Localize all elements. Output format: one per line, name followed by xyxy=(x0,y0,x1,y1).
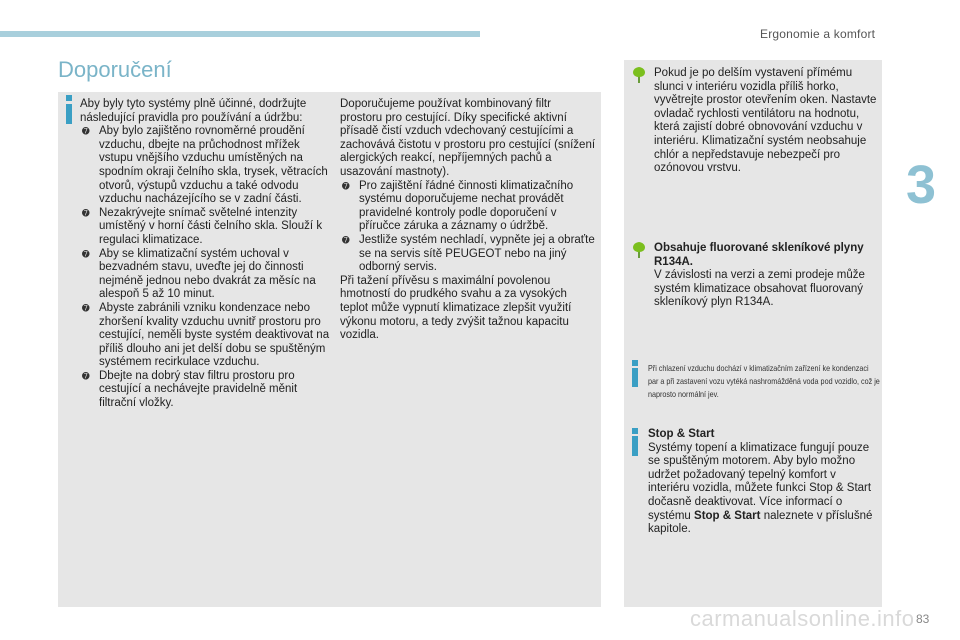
list-item: ➐ Jestliže systém nechladí, vypněte jej a obraťte se na servis sítě PEUGEOT nebo na jiný odborný servis. xyxy=(342,233,595,274)
section-title: Ergonomie a komfort xyxy=(760,27,876,41)
page-title: Doporučení xyxy=(58,57,172,82)
info-icon xyxy=(66,104,72,124)
bullet-arrow-icon: ➐ xyxy=(82,302,90,313)
info-icon xyxy=(632,436,638,456)
list-item: ➐ Pro zajištění řádné činnosti klimatizačního systému doporučujeme nechat provádět pravidelné kontroly podle doporučení v příručce záruka a záznamy o údržbě. xyxy=(342,179,574,233)
col2-intro: Doporučujeme používat kombinovaný filtr prostoru pro cestující. Díky specifické aktivní přísadě čistí vzduch vdechovaný cestujícími a zachovává čistotu v prostoru pro cestující (snížení alergických reakcí, nepříjemných pachů a usazování mastnoty). xyxy=(340,98,596,178)
fluorinated-gas-note xyxy=(654,242,882,310)
page-number: 83 xyxy=(916,612,930,626)
info-icon xyxy=(632,368,638,387)
sun-heat-advice: Pokud je po delším vystavení přímému slunci v interiéru vozidla příliš horko, vyvětrejte prostor otevřením oken. Nastavte ovladač rychlosti ventilátoru na hodnotu, která zajistí dobré obnovování vzduchu v interiéru. Klimatizační systém neobsahuje chlór a nepředstavuje nebezpečí pro ozónovou vrstvu. xyxy=(654,67,877,175)
bullet-arrow-icon: ➐ xyxy=(82,126,90,137)
stop-start-title: Stop & Start xyxy=(648,428,715,440)
condensation-note: Při chlazení vzduchu dochází v klimatizačním zařízení ke kondenzaci par a při zastavení vozu vytéká nashromážděná voda pod vozidlo, což je naprosto normální jev. xyxy=(648,363,880,400)
list-item: ➐ Nezakrývejte snímač světelné intenzity umístěný v horní části čelního skla. Slouží k regulaci klimatizace. xyxy=(82,206,323,246)
chapter-number: 3 xyxy=(906,155,937,215)
list-item: ➐ Aby bylo zajištěno rovnoměrné proudění vzduchu, dbejte na průchodnost mřížek vstupu vnějšího vzduchu umístěných na spodním okraji čelního skla, trysek, větracích otvorů, výstupů vzduchu a také odvodu vzduchu nacházejícího se v zadní části. xyxy=(82,125,328,206)
col1-intro: Aby byly tyto systémy plně účinné, dodržujte následující pravidla pro používání a údržbu: xyxy=(80,98,307,124)
col2-outro: Při tažení přívěsu s maximální povolenou hmotností do prudkého svahu a za vysokých teplot může vypnutí klimatizace zlepšit využití výkonu motoru, a tedy zvýšit tažnou kapacitu vozidla. xyxy=(340,274,572,342)
bullet-arrow-icon: ➐ xyxy=(342,234,350,245)
bullet-arrow-icon: ➐ xyxy=(82,370,90,381)
fluorinated-gas-title: Obsahuje fluorované skleníkové plyny R134A. xyxy=(654,242,864,268)
leaf-icon xyxy=(630,66,648,84)
list-item: ➐ Dbejte na dobrý stav filtru prostoru pro cestující a nechávejte pravidelně měnit filtrační vložky. xyxy=(82,369,298,410)
bullet-arrow-icon: ➐ xyxy=(342,180,350,191)
bullet-arrow-icon: ➐ xyxy=(82,207,90,218)
fluorinated-gas-text: V závislosti na verzi a zemi prodeje může systém klimatizace obsahovat fluorovaný skleníkový plyn R134A. xyxy=(654,269,865,309)
watermark: carmanualsonline.info xyxy=(690,606,915,631)
bullet-arrow-icon: ➐ xyxy=(82,248,90,259)
leaf-icon xyxy=(630,241,648,259)
list-item: ➐ Abyste zabránili vzniku kondenzace nebo zhoršení kvality vzduchu uvnitř prostoru pro cestující, neměli byste systém deaktivovat na příliš dlouho ani jet delší dobu se spuštěným systémem recirkulace vzduchu. xyxy=(82,301,330,369)
list-item: ➐ Aby se klimatizační systém uchoval v bezvadném stavu, uveďte jej do činnosti nejméně jednou nebo dvakrát za měsíc na alespoň 5 až 10 minut. xyxy=(82,247,316,301)
main-column-left xyxy=(80,98,330,411)
stop-start-note xyxy=(648,428,880,537)
header-accent-bar xyxy=(0,31,480,37)
stop-start-text: Systémy topení a klimatizace fungují pouze se spuštěným motorem. Aby bylo možno udržet požadovaný tepelný komfort v interiéru vozidla, můžete funkci Stop & Start dočasně deaktivovat. Více informací o systému Stop & Start naleznete v příslušné kapitole. xyxy=(648,441,873,536)
main-column-right xyxy=(340,98,596,343)
